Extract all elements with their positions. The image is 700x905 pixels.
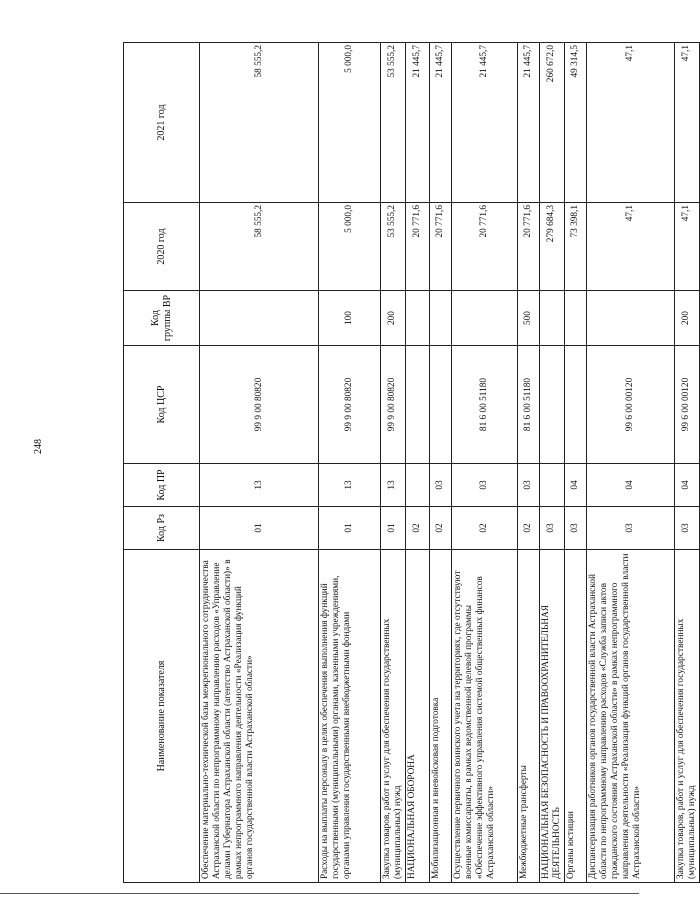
footer-rule [0, 893, 639, 894]
cell-vr: 200 [674, 291, 699, 346]
table-row [586, 43, 674, 883]
cell-pr [405, 464, 429, 507]
table-row [319, 43, 381, 883]
cell-y2020: 53 555,2 [381, 203, 406, 291]
header-vr: Код группы ВР [124, 291, 200, 346]
cell-csr: 81 6 00 51180 [517, 346, 539, 464]
cell-name: Расходы на выплаты персоналу в целях обеспечения выполнения функций государственными (муниципальными) органами, казенными учреждениями, органами управления государственными внебюджетными фондами [319, 550, 381, 883]
header-csr: Код ЦСР [124, 346, 200, 464]
cell-rz: 02 [429, 507, 451, 550]
cell-y2021: 21 445,7 [451, 43, 517, 203]
cell-y2020: 20 771,6 [451, 203, 517, 291]
header-pr: Код ПР [124, 464, 200, 507]
table-row [405, 43, 429, 883]
cell-rz: 01 [200, 507, 319, 550]
table-row [381, 43, 406, 883]
cell-rz: 03 [674, 507, 699, 550]
cell-rz: 03 [539, 507, 564, 550]
cell-pr: 03 [517, 464, 539, 507]
cell-csr: 99 6 00 00120 [674, 346, 699, 464]
cell-y2020: 5 000,0 [319, 203, 381, 291]
cell-csr: 99 9 00 80820 [319, 346, 381, 464]
cell-name: Межбюджетные трансферты [517, 550, 539, 883]
header-2020: 2020 год [124, 203, 200, 291]
cell-y2020: 47,1 [674, 203, 699, 291]
header-row [124, 43, 200, 883]
header-rz: Код Рз [124, 507, 200, 550]
table-row [539, 43, 564, 883]
cell-vr [539, 291, 564, 346]
cell-vr: 100 [319, 291, 381, 346]
cell-pr: 13 [319, 464, 381, 507]
cell-csr [429, 346, 451, 464]
cell-csr [564, 346, 586, 464]
cell-y2020: 20 771,6 [517, 203, 539, 291]
cell-y2020: 20 771,6 [429, 203, 451, 291]
cell-y2020: 73 398,1 [564, 203, 586, 291]
cell-vr: 200 [381, 291, 406, 346]
cell-name: Мобилизационная и вневойсковая подготовка [429, 550, 451, 883]
cell-name: Осуществление первичного воинского учета на территориях, где отсутствуют военные комиссариаты, в рамках ведомственной целевой программы «Обеспечение эффективного управления системой общественных финансов Астраханской области» [451, 550, 517, 883]
cell-y2021: 47,1 [674, 43, 699, 203]
cell-rz: 01 [381, 507, 406, 550]
cell-rz: 03 [564, 507, 586, 550]
cell-y2020: 47,1 [586, 203, 674, 291]
budget-table [123, 42, 700, 883]
header-name: Наименование показателя [124, 550, 200, 883]
cell-y2020: 58 555,2 [200, 203, 319, 291]
cell-vr [586, 291, 674, 346]
cell-csr: 81 6 00 51180 [451, 346, 517, 464]
cell-pr: 13 [381, 464, 406, 507]
cell-pr: 04 [674, 464, 699, 507]
cell-csr: 99 9 00 80820 [381, 346, 406, 464]
cell-vr [200, 291, 319, 346]
cell-vr [564, 291, 586, 346]
cell-vr [429, 291, 451, 346]
page-number: 248 [33, 439, 44, 454]
cell-pr: 04 [564, 464, 586, 507]
cell-pr [539, 464, 564, 507]
cell-y2021: 21 445,7 [405, 43, 429, 203]
cell-rz: 02 [517, 507, 539, 550]
cell-csr [539, 346, 564, 464]
cell-pr: 04 [586, 464, 674, 507]
table-row [451, 43, 517, 883]
cell-vr [405, 291, 429, 346]
cell-pr: 03 [451, 464, 517, 507]
cell-name: Органы юстиции [564, 550, 586, 883]
cell-vr: 500 [517, 291, 539, 346]
table-row [674, 43, 699, 883]
cell-y2021: 53 555,2 [381, 43, 406, 203]
cell-name: НАЦИОНАЛЬНАЯ ОБОРОНА [405, 550, 429, 883]
cell-y2021: 260 672,0 [539, 43, 564, 203]
header-2021: 2021 год [124, 43, 200, 203]
table-row [200, 43, 319, 883]
table-row [429, 43, 451, 883]
cell-name: Обеспечение материально-технической базы межрегионального сотрудничества Астраханской области по непрограммному направлению расходов «Управление делами Губернатора Астраханской области (агентство Астраханской области)» в рамках непрограммного направления деятельности «Реализация функций органов государственной власти Астраханской области» [200, 550, 319, 883]
table-row [517, 43, 539, 883]
cell-y2021: 49 314,5 [564, 43, 586, 203]
cell-rz: 03 [586, 507, 674, 550]
cell-y2021: 47,1 [586, 43, 674, 203]
cell-y2020: 279 684,3 [539, 203, 564, 291]
cell-vr [451, 291, 517, 346]
cell-y2021: 58 555,2 [200, 43, 319, 203]
cell-y2021: 21 445,7 [517, 43, 539, 203]
cell-pr: 03 [429, 464, 451, 507]
cell-y2020: 20 771,6 [405, 203, 429, 291]
cell-pr: 13 [200, 464, 319, 507]
cell-name: Диспансеризация работников органов государственной власти Астраханской области по непрограммному направлению расходов «Служба записи актов гражданского состояния Астраханской области» в рамках непрограммного направления деятельности «Реализация функций органов государственной власти Астраханской области» [586, 550, 674, 883]
cell-csr [405, 346, 429, 464]
cell-name: Закупка товаров, работ и услуг для обеспечения государственных (муниципальных) нужд [674, 550, 699, 883]
cell-name: НАЦИОНАЛЬНАЯ БЕЗОПАСНОСТЬ И ПРАВООХРАНИТЕЛЬНАЯ ДЕЯТЕЛЬНОСТЬ [539, 550, 564, 883]
cell-rz: 02 [405, 507, 429, 550]
cell-csr: 99 9 00 80820 [200, 346, 319, 464]
cell-rz: 02 [451, 507, 517, 550]
cell-rz: 01 [319, 507, 381, 550]
cell-name: Закупка товаров, работ и услуг для обеспечения государственных (муниципальных) нужд [381, 550, 406, 883]
cell-csr: 99 6 00 00120 [586, 346, 674, 464]
cell-y2021: 5 000,0 [319, 43, 381, 203]
budget-table-sheet [123, 43, 697, 883]
cell-y2021: 21 445,7 [429, 43, 451, 203]
table-body [200, 43, 700, 883]
table-row [564, 43, 586, 883]
